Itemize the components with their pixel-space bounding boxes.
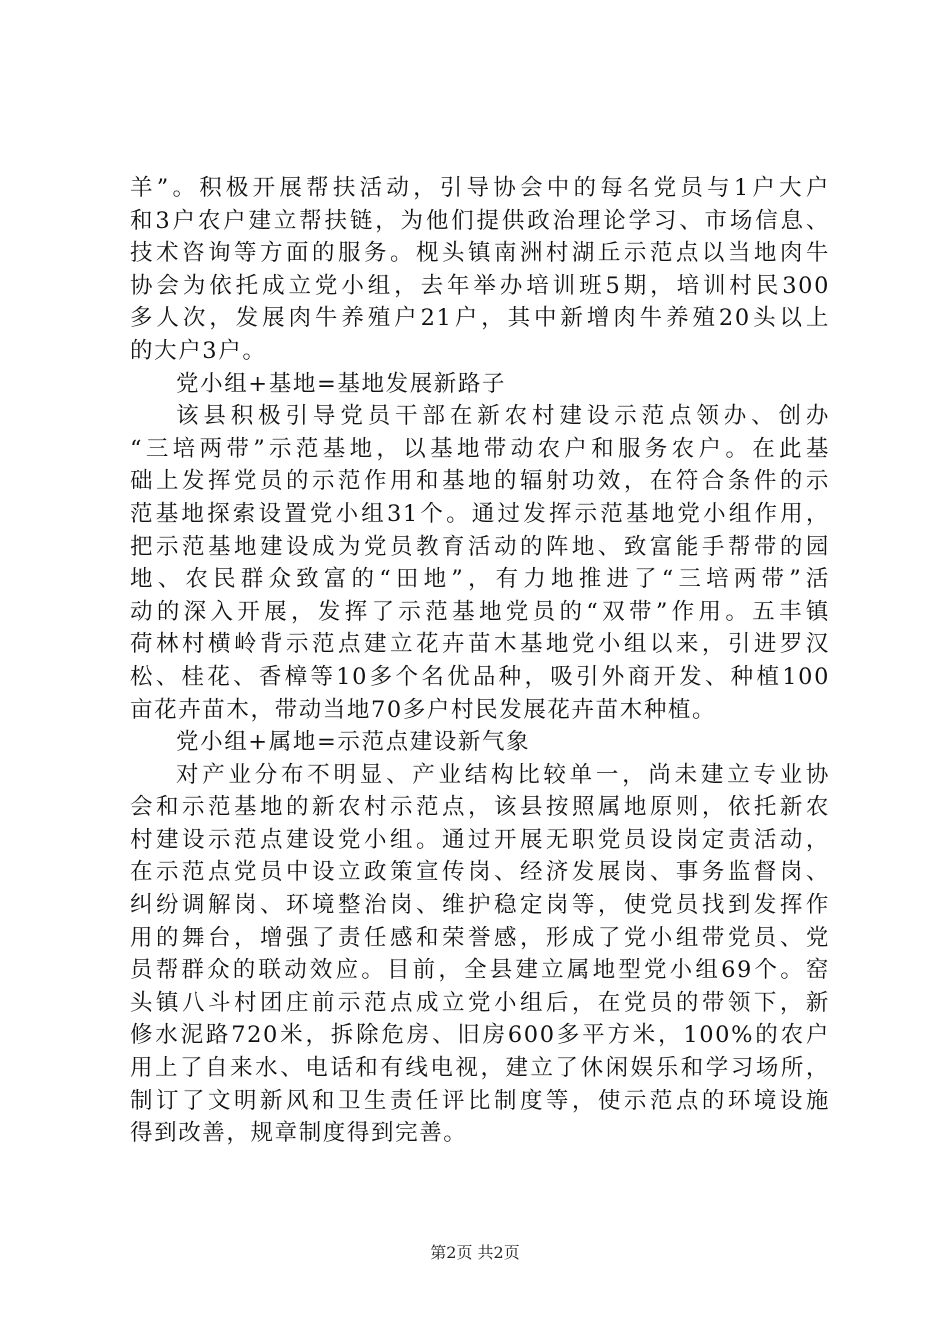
text-line: 和3户农户建立帮扶链，为他们提供政治理论学习、市场信息、 [130, 207, 830, 234]
text-line: 头镇八斗村团庄前示范点成立党小组后，在党员的带领下，新 [130, 989, 830, 1016]
text-line: 础上发挥党员的示范作用和基地的辐射功效，在符合条件的示 [130, 468, 830, 495]
text-line: 会和示范基地的新农村示范点，该县按照属地原则，依托新农 [130, 794, 830, 821]
text-line: 动的深入开展，发挥了示范基地党员的“双带”作用。五丰镇 [130, 598, 830, 625]
page-number-footer: 第2页 共2页 [430, 1243, 520, 1262]
text-line: 用上了自来水、电话和有线电视，建立了休闲娱乐和学习场所， [130, 1055, 830, 1082]
text-line: 该县积极引导党员干部在新农村建设示范点领办、创办 [176, 403, 830, 430]
text-line: 范基地探索设置党小组31个。通过发挥示范基地党小组作用， [130, 500, 830, 527]
text-line: 松、桂花、香樟等10多个名优品种，吸引外商开发、种植100 [130, 663, 830, 690]
text-line: 多人次，发展肉牛养殖户21户，其中新增肉牛养殖20头以上 [130, 305, 830, 332]
text-line: 对产业分布不明显、产业结构比较单一，尚未建立专业协 [176, 761, 830, 788]
section-heading-territory: 党小组+属地=示范点建设新气象 [176, 729, 531, 756]
section-heading-base: 党小组+基地=基地发展新路子 [176, 370, 507, 397]
text-line: 村建设示范点建设党小组。通过开展无职党员设岗定责活动， [130, 826, 830, 853]
text-line: 把示范基地建设成为党员教育活动的阵地、致富能手帮带的园 [130, 533, 830, 560]
text-line: 制订了文明新风和卫生责任评比制度等，使示范点的环境设施 [130, 1087, 830, 1114]
text-line: 羊”。积极开展帮扶活动，引导协会中的每名党员与1户大户 [130, 175, 830, 201]
document-body [130, 172, 830, 1150]
text-line: 修水泥路720米，拆除危房、旧房600多平方米，100%的农户 [130, 1022, 830, 1049]
text-line: 技术咨询等方面的服务。枧头镇南洲村湖丘示范点以当地肉牛 [130, 240, 830, 267]
text-line: 亩花卉苗木，带动当地70多户村民发展花卉苗木种植。 [130, 696, 717, 723]
text-line: 在示范点党员中设立政策宣传岗、经济发展岗、事务监督岗、 [130, 859, 830, 886]
text-line: 的大户3户。 [130, 337, 267, 364]
text-line: 地、农民群众致富的“田地”，有力地推进了“三培两带”活 [130, 566, 830, 593]
paragraph-1 [130, 172, 830, 368]
text-line: 纠纷调解岗、环境整治岗、维护稳定岗等，使党员找到发挥作 [130, 892, 830, 919]
text-line: 用的舞台，增强了责任感和荣誉感，形成了党小组带党员、党 [130, 924, 830, 951]
text-line: 荷林村横岭背示范点建立花卉苗木基地党小组以来，引进罗汉 [130, 631, 830, 658]
paragraph-2 [130, 400, 830, 726]
text-line: 得到改善，规章制度得到完善。 [130, 1120, 468, 1147]
text-line: 协会为依托成立党小组，去年举办培训班5期，培训村民300 [130, 272, 830, 299]
paragraph-3 [130, 759, 830, 1150]
text-line: “三培两带”示范基地，以基地带动农户和服务农户。在此基 [130, 435, 830, 462]
text-line: 员帮群众的联动效应。目前，全县建立属地型党小组69个。窑 [130, 957, 830, 984]
